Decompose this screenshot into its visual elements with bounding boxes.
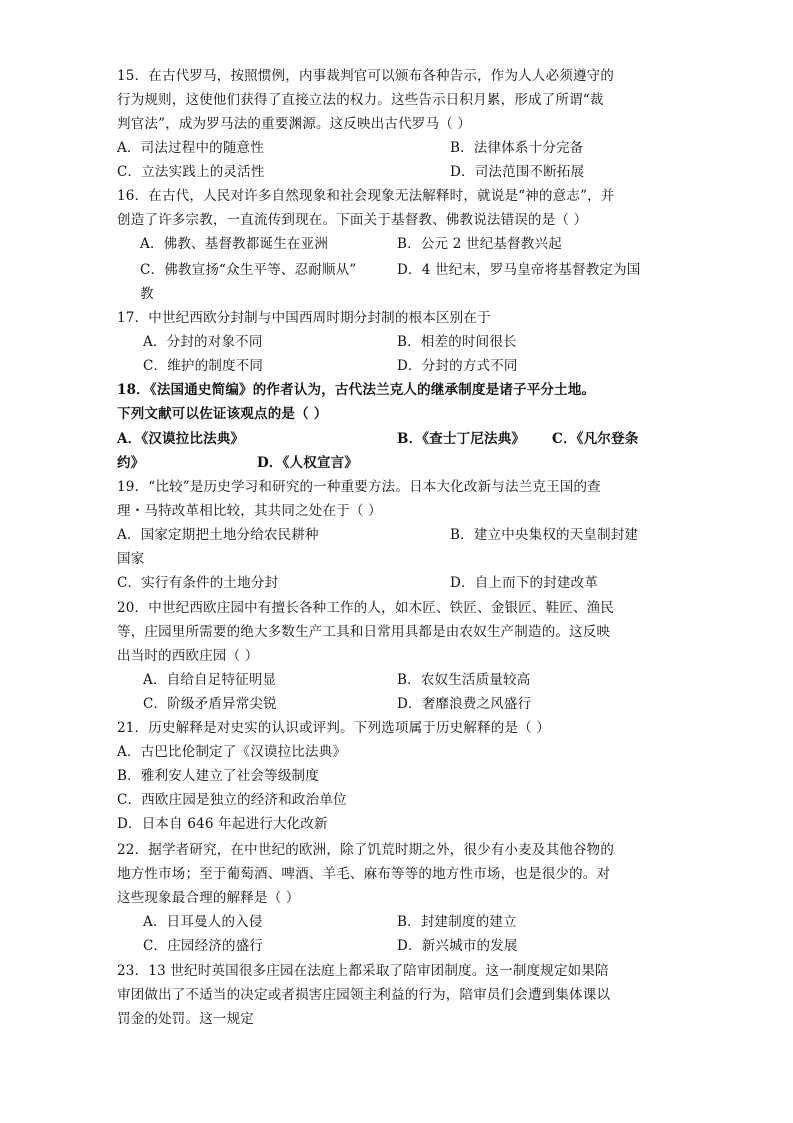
q23-stem-line-1: 23．13 世纪时英国很多庄园在法庭上都采取了陪审团制度。这一制度规定如果陪 bbox=[117, 963, 609, 979]
q19-option-b: B．建立中央集权的天皇制封建 bbox=[450, 527, 639, 543]
q18-stem-line-2: 下列文献可以佐证该观点的是（ ） bbox=[117, 406, 328, 422]
q22-option-b: B．封建制度的建立 bbox=[397, 914, 517, 930]
q21-option-a: A．古巴比伦制定了《汉谟拉比法典》 bbox=[117, 744, 347, 760]
q22-option-c: C．庄园经济的盛行 bbox=[143, 938, 264, 954]
q20-option-a: A．自给自足特征明显 bbox=[143, 672, 277, 688]
q20-option-b: B．农奴生活质量较高 bbox=[397, 672, 531, 688]
q15-stem-line-1: 15．在古代罗马，按照惯例，内事裁判官可以颁布各种告示，作为人人必须遵守的 bbox=[117, 68, 615, 84]
q18-option-b: B．《查士丁尼法典》 bbox=[397, 431, 526, 447]
q21-option-c: C．西欧庄园是独立的经济和政治单位 bbox=[117, 792, 347, 808]
q22-stem-line-2: 地方性市场；至于葡萄酒、啤酒、羊毛、麻布等等的地方性市场，也是很少的。对 bbox=[117, 866, 611, 882]
q19-option-b-continued: 国家 bbox=[117, 551, 145, 567]
q16-stem-line-2: 创造了许多宗教，一直流传到现在。下面关于基督教、佛教说法错误的是（ ） bbox=[117, 212, 588, 228]
q18-option-d: D．《人权宣言》 bbox=[257, 455, 359, 471]
q18-stem-line-1: 18．《法国通史简编》的作者认为，古代法兰克人的继承制度是诸子平分土地。 bbox=[117, 382, 596, 398]
q22-stem-line-3: 这些现象最合理的解释是（ ） bbox=[117, 890, 300, 906]
q18-option-c: C．《凡尔登条 bbox=[552, 431, 639, 447]
q20-option-c: C．阶级矛盾异常尖锐 bbox=[143, 696, 277, 712]
q16-option-a: A．佛教、基督教都诞生在亚洲 bbox=[140, 236, 329, 252]
q15-option-a: A．司法过程中的随意性 bbox=[117, 140, 264, 156]
q15-option-c: C．立法实践上的灵活性 bbox=[117, 164, 265, 180]
q15-option-d: D．司法范围不断拓展 bbox=[450, 164, 585, 180]
q20-option-d: D．奢靡浪费之风盛行 bbox=[397, 696, 532, 712]
q22-option-a: A．日耳曼人的入侵 bbox=[143, 914, 263, 930]
q17-stem-line-1: 17．中世纪西欧分封制与中国西周时期分封制的根本区别在于 bbox=[117, 310, 491, 326]
q20-stem-line-2: 等，庄园里所需要的绝大多数生产工具和日常用具都是由农奴生产制造的。这反映 bbox=[117, 624, 611, 640]
q18-option-c-continued: 约》 bbox=[117, 455, 145, 471]
q16-stem-line-1: 16．在古代，人民对许多自然现象和社会现象无法解释时，就说是“神的意志”，并 bbox=[117, 188, 615, 204]
q19-stem-line-2: 理・马特改革相比较，其共同之处在于（ ） bbox=[117, 503, 382, 519]
q22-stem-line-1: 22．据学者研究，在中世纪的欧洲，除了饥荒时期之外，很少有小麦及其他谷物的 bbox=[117, 842, 615, 858]
q17-option-d: D．分封的方式不同 bbox=[397, 358, 518, 374]
q21-option-d: D．日本自 646 年起进行大化改新 bbox=[117, 816, 328, 832]
q21-option-b: B．雅利安人建立了社会等级制度 bbox=[117, 768, 319, 784]
q19-option-d: D．自上而下的封建改革 bbox=[450, 575, 599, 591]
q20-stem-line-1: 20．中世纪西欧庄园中有擅长各种工作的人，如木匠、铁匠、金银匠、鞋匠、渔民 bbox=[117, 600, 615, 616]
q21-stem-line-1: 21．历史解释是对史实的认识或评判。下列选项属于历史解释的是（ ） bbox=[117, 720, 551, 736]
q17-option-a: A．分封的对象不同 bbox=[143, 334, 263, 350]
q15-option-b: B．法律体系十分完备 bbox=[450, 140, 584, 156]
q16-option-d-continued: 教 bbox=[140, 286, 154, 302]
q18-option-a: A．《汉谟拉比法典》 bbox=[117, 431, 245, 447]
q17-option-b: B．相差的时间很长 bbox=[397, 334, 517, 350]
q15-stem-line-2: 行为规则，这使他们获得了直接立法的权力。这些告示日积月累，形成了所谓“裁 bbox=[117, 92, 604, 108]
q23-stem-line-3: 罚金的处罚。这一规定 bbox=[117, 1011, 254, 1027]
q16-option-d: D．4 世纪末，罗马皇帝将基督教定为国 bbox=[397, 262, 641, 278]
q23-stem-line-2: 审团做出了不适当的决定或者损害庄园领主利益的行为，陪审员们会遭到集体课以 bbox=[117, 987, 611, 1003]
q19-option-a: A．国家定期把土地分给农民耕种 bbox=[117, 527, 319, 543]
q15-stem-line-3: 判官法”，成为罗马法的重要渊源。这反映出古代罗马（ ） bbox=[117, 116, 472, 132]
q16-option-c: C．佛教宣扬“众生平等、忍耐顺从” bbox=[140, 262, 357, 278]
q20-stem-line-3: 出当时的西欧庄园（ ） bbox=[117, 648, 259, 664]
q19-option-c: C．实行有条件的土地分封 bbox=[117, 575, 279, 591]
q16-option-b: B．公元 2 世纪基督教兴起 bbox=[397, 236, 562, 252]
q19-stem-line-1: 19．“比较”是历史学习和研究的一种重要方法。日本大化改新与法兰克王国的查 bbox=[117, 479, 601, 495]
q17-option-c: C．维护的制度不同 bbox=[143, 358, 264, 374]
q22-option-d: D．新兴城市的发展 bbox=[397, 938, 518, 954]
